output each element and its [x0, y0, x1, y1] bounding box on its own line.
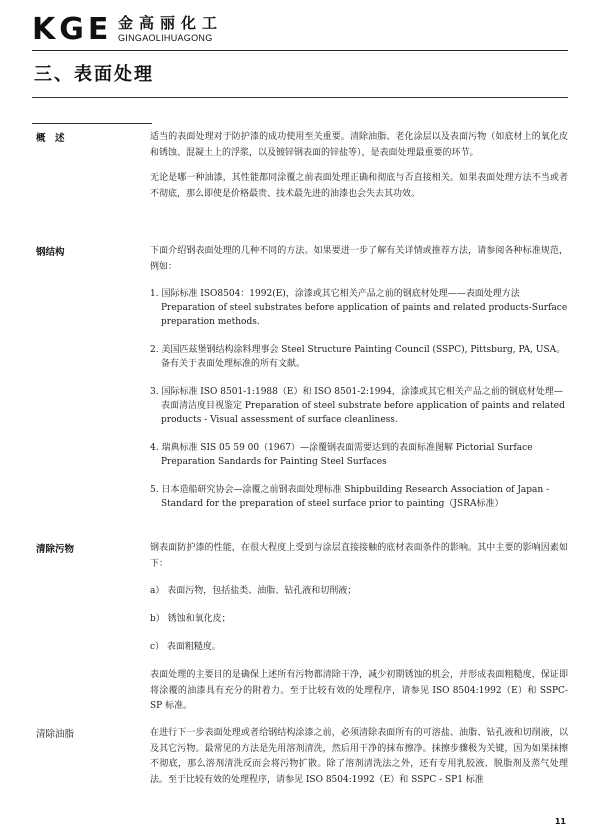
- paragraph: 在进行下一步表面处理或者给钢结构涂漆之前，必须清除表面所有的可溶盐、油脂、钻孔液和切削液，以及其它污物。最常见的方法是先用溶剂清洗，然后用干净的抹布擦净。抹擦步骤极为关键，因为如果抹擦不彻底，那么溶剂清洗反而会将污物扩散。除了溶剂清洗法之外，还有专用乳胶液、脱脂剂及蒸气处理法。至于比较有效的处理程序，请参见 ISO 8504:1992（E）和 SSPC - SP1 标准: [150, 728, 568, 785]
- standard-item: 5. 日本造船研究协会—涂覆之前钢表面处理标准 Shipbuilding Research Association of Japan - Standard for the preparation of steel surface prior to painting（JSRA标准）: [150, 485, 550, 509]
- factor-item: a） 表面污物，包括盐类、油脂、钻孔液和切削液；: [150, 586, 357, 596]
- paragraph: 下面介绍钢表面处理的几种不同的方法。如果要进一步了解有关详情或推荐方法，请参阅各种标准规范，例如：: [150, 246, 568, 272]
- paragraph: 钢表面防护漆的性能，在很大程度上受到与涂层直接接触的底材表面条件的影响。其中主要的影响因素如下：: [150, 543, 568, 569]
- section-label: 概 述: [36, 133, 65, 144]
- section-label: 清除污物: [36, 544, 75, 555]
- title-rule: [32, 97, 568, 98]
- factor-item: b） 锈蚀和氧化皮；: [150, 614, 231, 624]
- logo-latin: KGE: [32, 12, 113, 47]
- page-number: 11: [554, 817, 566, 826]
- standard-item: 2. 美国匹兹堡钢结构涂料理事会 Steel Structure Painting Council (SSPC), Pittsburg, PA, USA。备有关于表面处理标准的所有文献。: [150, 345, 566, 369]
- section-body: [150, 244, 568, 525]
- side-rule: [32, 123, 152, 124]
- factor-item: c） 表面粗糙度。: [150, 642, 221, 652]
- standard-item: 1. 国际标准 ISO8504：1992(E)，涂漆或其它相关产品之前的钢底材处理——表面处理方法 Preparation of steel substrates before application of paints and related products-Surface preparation methods.: [150, 289, 568, 327]
- page-title: 三、表面处理: [34, 64, 154, 85]
- standard-item: 4. 瑞典标准 SIS 05 59 00（1967）—涂覆钢表面需要达到的表面标准图解 Pictorial Surface Preparation Sandards for Painting Steel Surfaces: [150, 443, 533, 467]
- section-body: [150, 541, 568, 725]
- section-label: 钢结构: [36, 247, 65, 258]
- standard-item: 3. 国际标准 ISO 8501-1:1988（E）和 ISO 8501-2:1994，涂漆或其它相关产品之前的钢底材处理—表面清洁度目视鉴定 Preparation of steel substrate before application of paints and related products - Visual assessment of surface cleanliness.: [150, 387, 565, 425]
- section-body: [150, 130, 568, 212]
- section-label: 清除油脂: [36, 729, 75, 740]
- logo-pinyin: GINGAOLIHUAGONG: [118, 33, 213, 43]
- section-body: [150, 726, 568, 798]
- logo-chinese: 金高丽化工: [118, 14, 224, 32]
- header-rule: [32, 50, 568, 51]
- paragraph: 无论是哪一种油漆，其性能都同涂覆之前表面处理正确和彻底与否直接相关。如果表面处理方法不当或者不彻底，那么即使是价格最贵、技术最先进的油漆也会失去其功效。: [150, 173, 568, 199]
- paragraph: 适当的表面处理对于防护漆的成功使用至关重要。清除油脂、老化涂层以及表面污物（如底材上的氧化皮和锈蚀、混凝土上的浮浆，以及镀锌钢表面的锌盐等），是表面处理最重要的环节。: [150, 132, 568, 158]
- paragraph: 表面处理的主要目的是确保上述所有污物都清除干净，减少初期锈蚀的机会，并形成表面粗糙度，保证即将涂覆的油漆具有充分的附着力。至于比较有效的处理程序，请参见 ISO 8504:1992（E）和 SSPC-SP 标准。: [150, 670, 568, 711]
